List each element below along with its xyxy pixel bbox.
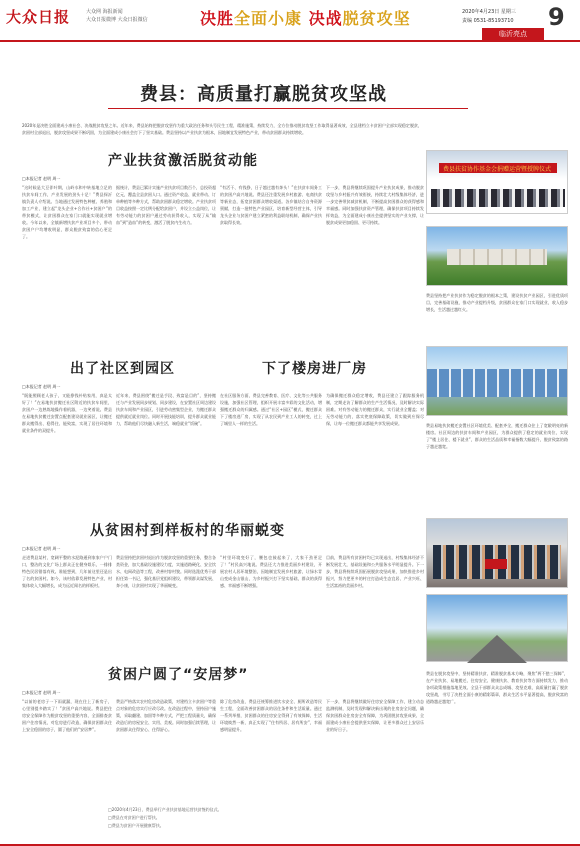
photo-captions [108,806,222,830]
banner-text: 决战 [308,9,343,28]
caption-line: □费县在对贫困户进行帮扶。 [108,815,160,820]
section-heading: 下了楼房进厂房 [262,361,367,377]
news-photo [426,594,568,662]
caption-line: □费县为贫困户开展健康帮扶。 [108,823,164,828]
section-heading: 产业扶贫激活脱贫动能 [108,153,258,169]
banner-text: 决胜 [200,9,235,28]
page-banner [200,6,411,29]
article-column: 目前，费县所有贫困村均已实现退出，村级集体经济不断发展壮大，基础设施和公共服务水平明显提升。下一步，费县将持续巩固拓展脱贫攻坚成果，加快推进乡村振兴，努力把更多的村庄打造成生态宜居、产业兴旺、生活富裕的美丽乡村。 [326,555,424,588]
article-column: “村里环境变好了，腰包也鼓起来了，大家干劲更足了！”村民高兴地说。费县还大力推进美丽乡村建设，开展农村人居环境整治，因地制宜发展乡村旅游，让绿水青山变成金山银山，为乡村振兴打下坚实基础，群众的获得感、幸福感不断增强。 [220,555,322,588]
article-column: 除了危房改造，费县还统筹推进饮水安全、厕所改造等民生工程，全面改善贫困群众的居住条件和生活质量。通过一系列举措，贫困群众的住房安全得到了有效保障，生活环境焕然一新，真正实现了“住有所居、居有所安”，幸福感明显提升。 [220,699,322,732]
lead-paragraph: 2020年是决胜全面建成小康社会、决战脱贫攻坚之年。近年来，费县始终把脱贫攻坚作为重大政治任务和头号民生工程，精准施策，持续发力，全方位推动脱贫攻坚工作取得显著成效，全县建档立卡贫困户全部实现稳定脱贫，贫困村全部退出，脱贫攻坚成果不断巩固，为全面建成小康社会打下了坚实基础。费县坚持以产业扶贫为根本，因地制宜发展特色产业，带动贫困群众持续增收。 [22,123,422,135]
banner-text: 脱贫攻坚 [342,9,411,28]
article-column: 费县严格落实农村危房改造政策，对建档立卡贫困户等重点对象的危房实行应改尽改。在改造过程中，坚持因户施策，采取翻建、加固等多种方式，严把工程质量关，确保改造后的房屋安全、实用、美观。同时加强后续管理，让贫困群众住得安心、住得舒心。 [116,699,216,732]
header-rule [0,40,580,42]
photo-banner-text: 费县扶贫协作基金会捐赠运营暨授牌仪式 [443,166,552,173]
article-column: 费县坚持把贫困村退出作为脱贫攻坚的重要任务，整合各类资金，加大基础设施建设力度，实施道路硬化、安全饮水、电网改造等工程，改善村容村貌。同时选派优秀干部担任第一书记，强化基层党组织建设，带领群众谋发展、奔小康，让贫困村实现了华丽蜕变。 [116,555,216,588]
article-column: 在社区服务方面，费县完善教育、医疗、文化等公共服务设施，加强社区管理，组织开展丰富多彩的文化活动，增强搬迁群众的归属感。通过“社区+园区”模式，搬迁群众下了楼房进厂房，实现了从农民到产业工人的转变，过上了城里人一样的生活。 [220,393,322,426]
page-title: 费县：高质量打赢脱贫攻坚战 [140,84,387,105]
byline: □本报记者 赵明 周一 [22,384,61,389]
article-column: 据统计，费县已累计实施产业扶贫项目数百个，总投资超亿元，覆盖全县贫困人口。通过资产收益、就业带动、订单种植等多种方式，帮助贫困群众稳定增收。产业扶贫项目收益按照一定比例分配给贫困户，并设立公益岗位，让有劳动能力的贫困户通过劳动获得收入，实现了从“输血”到“造血”的转变，激活了脱贫内生动力。 [116,185,216,225]
banner-text: 全面小康 [234,9,303,28]
photo-road [467,635,527,663]
issue-editor: 责编 0531-85193710 [462,18,514,24]
photo-buildings [447,249,547,265]
article-column: “这时候是大豆伴叶期，山岭水和中转基地立足的扶贫车间工作，产业发展的劲头十足！”费县探沂镇负责人介绍说。当地通过发展特色种植、养殖和加工产业，建立起“龙头企业+合作社+贫困户”的带贫模式，让贫困群众在家门口就能实现就业增收。今年以来，全镇新增扶贫产业项目多个，带动贫困户户均增收明显，群众脱贫致富的信心更足了。 [22,185,112,239]
photo-banner [439,163,557,173]
section-label: 临沂亮点 [482,28,544,40]
article-column: “以前的老房子一下雨就漏，现在住上了新房子，心里别提多踏实了！”贫困户高兴地说。费县把住房安全保障作为脱贫攻坚的重要内容，全面排查贫困户住房情况，对危房进行改造，确保贫困群众住上安全稳固的房子，圆了他们的“安居梦”。 [22,699,112,732]
page-header [0,0,580,40]
news-photo [426,346,568,416]
section-heading: 出了社区到园区 [70,361,175,377]
photo-people [431,189,565,207]
news-photo [426,150,568,214]
article-column: 近年来，费县围绕“搬迁是手段、致富是目的”，坚持搬迁与产业发展同步规划、同步建设，在安置社区周边建设扶贫车间和产业园区，引进劳动密集型企业，为搬迁群众提供就近就业岗位。同时开展技能培训，提升群众就业能力，帮助他们尽快融入新生活，端稳就业“饭碗”。 [116,393,216,426]
masthead-subtitle [86,8,148,24]
article-column: 费县在脱贫攻坚中，坚持精准扶贫、精准脱贫基本方略，聚焦“两不愁三保障”，在产业扶贫、易地搬迁、住房安全、健康扶贫、教育扶贫等方面持续发力，推动各项政策措施落地见效。全县干部群众众志成城、攻坚克难，高质量打赢了脱贫攻坚战，书写了决胜全面小康的精彩篇章，群众生活水平显著提高，脱贫致富的道路越走越宽广。 [426,671,568,704]
photo-plaque [485,559,507,569]
article-column: 费县易地扶贫搬迁安置社区环境优美、配套齐全，搬迁群众住上了宽敞明亮的新楼房。社区周边的扶贫车间和产业园区，为群众提供了稳定的就业岗位，实现了“楼上居住、楼下就业”，群众的生活品质和幸福指数大幅提升，脱贫致富的路子越走越宽。 [426,423,568,449]
issue-date: 2020年4月23日 星期三 [462,9,516,15]
byline: □本报记者 赵明 周一 [22,690,61,695]
title-divider [108,108,468,109]
article-column: 下一步，费县将继续巩固提升产业扶贫成果，推动脱贫攻坚与乡村振兴有效衔接，持续壮大村级集体经济，进一步完善带贫减贫机制，不断提高贫困群众的获得感和幸福感。同时加强扶贫资产管理，确保扶贫项目持续发挥效益，为全面建成小康社会提供坚实的产业支撑，让脱贫成果更加稳固、更可持续。 [326,185,424,225]
article-column: 下一步，费县将继续做好住房安全保障工作，建立动态监测机制，及时发现和解决新出现的住房安全问题，确保贫困群众住房安全有保障，为巩固脱贫攻坚成果、全面建成小康社会提供坚实保障，让更多群众过上安居乐业的好日子。 [326,699,424,732]
section-heading: 贫困户圆了“安居梦” [108,667,249,683]
section-heading: 从贫困村到样板村的华丽蜕变 [90,523,285,539]
photo-rooftops [427,369,567,397]
caption-line: □2020年4月23日，费县举行产业扶贫基地运营扶贫签约仪式。 [108,807,222,812]
page-number: 9 [548,3,565,31]
byline: □本报记者 赵明 周一 [22,546,61,551]
article-column: 为确保搬迁群众稳定增收，费县还建立了跟踪服务机制，定期走访了解群众的生产生活情况，及时解决实际困难。对有劳动能力的搬迁群众，实行就业全覆盖；对无劳动能力的，落实兜底保障政策，切实做到应保尽保，让每一位搬迁群众都能共享发展成果。 [326,393,424,426]
news-photo [426,518,568,588]
mast-sub-line: 大众网 海报新闻 [86,9,123,15]
mast-sub-line: 大众日报微博 大众日报微信 [86,17,148,23]
issue-info [462,8,516,26]
article-column: 走进费县某村，宽阔平整的水泥路通到家家户户门口，整洁的文化广场上群众正在健身娱乐，一排排特色民居错落有致。谁能想到，几年前这里还是出了名的贫困村。如今，该村依靠发展特色产业，村集体收入大幅增长，成为远近闻名的样板村。 [22,555,112,588]
byline: □本报记者 赵明 周一 [22,176,61,181]
article-column: 费县坚持把产业扶贫作为稳定脱贫的根本之策，建设扶贫产业园区，引进优质项目，完善基础设施，推动产业提档升级，贫困群众在家门口实现就业，收入稳步增长，生活越过越红火。 [426,293,568,312]
masthead: 大众日报 [6,8,71,26]
article-column: “有活干、有钱挣，日子越过越有奔头！”在扶贫车间务工的贫困户高兴地说。费县还注重发展乡村旅游、电商扶贫等新业态，拓宽贫困群众增收渠道。各乡镇结合自身资源禀赋，打造一批特色产业园区，培育新型经营主体，引导龙头企业与贫困户建立紧密的利益联结机制，确保产业扶贫取得长效。 [220,185,322,225]
news-photo [426,226,568,286]
article-column: “既能照顾老人孩子，又能挣钱补贴家用，真是太好了！”在易地扶贫搬迁社区附近的扶贫车间里，贫困户一边熟练地操作着机器，一边笑着说。费县在易地扶贫搬迁安置点配套建设就业园区，让搬迁群众搬得出、稳得住、能致富，实现了居住环境和就业条件的双提升。 [22,393,112,433]
